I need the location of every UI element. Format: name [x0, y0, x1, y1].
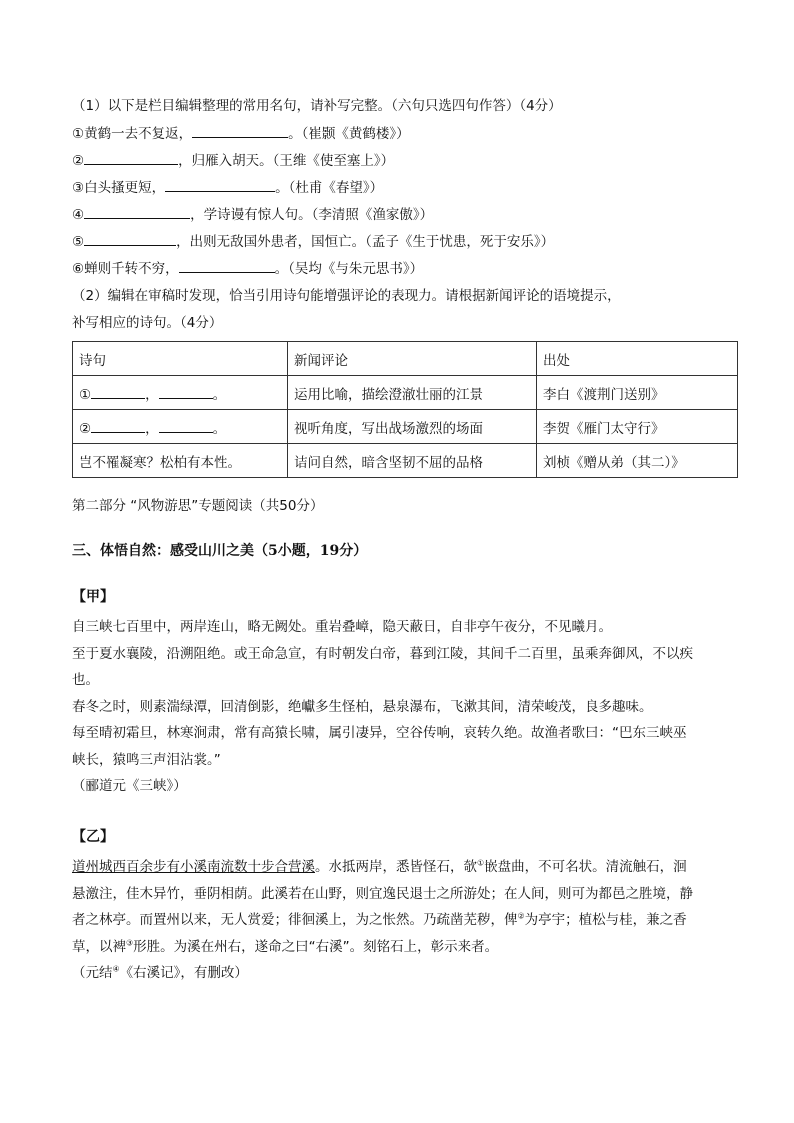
- poem-table: [72, 341, 738, 478]
- table-row: [73, 376, 738, 410]
- q1-item-2: ② ，归雁入胡天。（王维《使至塞上》）: [72, 150, 394, 171]
- q1-intro: （1）以下是栏目编辑整理的常用名句，请补写完整。（六句只选四句作答）（4分）: [72, 98, 562, 114]
- q1-item-6: ⑥蝉则千转不穷， 。（吴均《与朱元思书》）: [72, 258, 423, 279]
- answer-blank[interactable]: [159, 418, 213, 433]
- passage-line: 峡长，猿鸣三声泪沾裳。”: [72, 751, 221, 768]
- jia-label: 【甲】: [72, 589, 114, 605]
- footnote-marker: ②: [517, 911, 525, 921]
- comment-cell: 视听角度，写出战场激烈的场面: [288, 410, 537, 444]
- source-cell: 李贺《雁门太守行》: [537, 410, 738, 444]
- poem-cell: ② ， 。: [73, 410, 288, 444]
- poem-cell: ① ， 。: [73, 376, 288, 410]
- poem-cell: 岂不罹凝寒？松柏有本性。: [73, 444, 288, 478]
- passage-line: 草，以裨③形胜。为溪在州右，遂命之曰“右溪”。刻铭石上，彰示来者。: [72, 938, 499, 955]
- q1-item-5: ⑤ ，出则无敌国外患者，国恒亡。（孟子《生于忧患，死于安乐》）: [72, 231, 554, 252]
- q1-item-4: ④ ，学诗谩有惊人句。（李清照《渔家傲》）: [72, 204, 433, 225]
- comment-cell: 诘问自然，暗含坚韧不屈的品格: [288, 444, 537, 478]
- passage-source: （郦道元《三峡》）: [72, 778, 187, 794]
- footnote-marker: ③: [126, 938, 134, 947]
- footnote-marker: ①: [477, 858, 485, 868]
- q2-intro-line1: （2）编辑在审稿时发现，恰当引用诗句能增强评论的表现力。请根据新闻评论的语境提示，: [72, 288, 621, 304]
- q1-item-3: ③白头搔更短， 。（杜甫《春望》）: [72, 177, 383, 198]
- source-cell: 刘桢《赠从弟（其二）》: [537, 444, 738, 478]
- table-row: [73, 410, 738, 444]
- table-row: [73, 444, 738, 478]
- answer-blank[interactable]: [165, 177, 275, 192]
- yi-label: 【乙】: [72, 829, 114, 845]
- passage-line: 每至晴初霜旦，林寒涧肃，常有高猿长啸，属引凄异，空谷传响，哀转久绝。故渔者歌曰：“巴东三峡巫: [72, 725, 687, 741]
- passage-line: 道州城西百余步有小溪南流数十步合营溪。水抵两岸，悉皆怪石，欹①嵌盘曲，不可名状。清流触石，洄: [72, 858, 687, 875]
- table-header: 诗句: [73, 342, 288, 376]
- answer-blank[interactable]: [179, 258, 275, 273]
- answer-blank[interactable]: [192, 123, 288, 138]
- answer-blank[interactable]: [91, 384, 145, 399]
- answer-blank[interactable]: [84, 231, 176, 246]
- passage-line: 自三峡七百里中，两岸连山，略无阙处。重岩叠嶂，隐天蔽日，自非亭午夜分，不见曦月。: [72, 619, 612, 635]
- passage-line: 也。: [72, 672, 99, 688]
- answer-blank[interactable]: [84, 150, 178, 165]
- comment-cell: 运用比喻，描绘澄澈壮丽的江景: [288, 376, 537, 410]
- table-header-row: [73, 342, 738, 376]
- table-header: 出处: [537, 342, 738, 376]
- passage-line: 春冬之时，则素湍绿潭，回清倒影，绝巘多生怪柏，悬泉瀑布，飞漱其间，清荣峻茂，良多趣味。: [72, 698, 653, 715]
- answer-blank[interactable]: [91, 418, 145, 433]
- answer-blank[interactable]: [159, 384, 213, 399]
- table-header: 新闻评论: [288, 342, 537, 376]
- passage-line: 者之林亭。而置州以来，无人赏爱；徘徊溪上，为之怅然。乃疏凿芜秽，俾②为亭宇；植松与桂，兼之香: [72, 911, 687, 928]
- passage-line: 悬激注，佳木异竹，垂阴相荫。此溪若在山野，则宜逸民退士之所游处；在人间，则可为都邑之胜境，静: [72, 885, 693, 902]
- jia-passage: [72, 614, 722, 800]
- footnote-marker: ④: [112, 964, 120, 974]
- q2-intro-line2: 补写相应的诗句。（4分）: [72, 315, 223, 331]
- underlined-sentence: 道州城西百余步有小溪南流数十步合营溪: [72, 859, 315, 875]
- passage-source: （元结④《右溪记》，有删改）: [72, 964, 248, 981]
- answer-blank[interactable]: [84, 204, 190, 219]
- q1-item-1: ①黄鹤一去不复返， 。（崔颢《黄鹤楼》）: [72, 123, 410, 144]
- source-cell: 李白《渡荆门送别》: [537, 376, 738, 410]
- section3-title: 三、体悟自然：感受山川之美（5小题，19分）: [72, 543, 368, 559]
- passage-line: 至于夏水襄陵，沿溯阻绝。或王命急宣，有时朝发白帝，暮到江陵，其间千二百里，虽乘奔御风，不以疾: [72, 645, 693, 662]
- part2-title: 第二部分 “风物游思”专题阅读（共50分）: [72, 498, 324, 514]
- yi-passage: [72, 854, 722, 987]
